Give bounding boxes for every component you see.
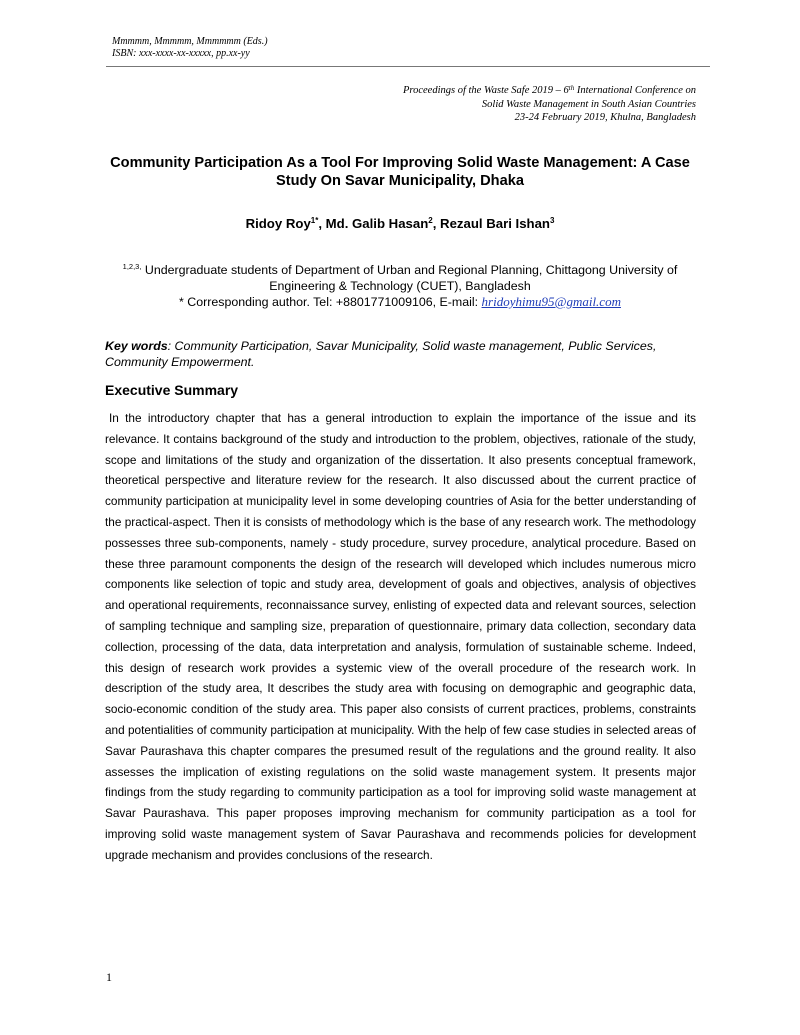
conference-ordinal: th — [568, 84, 575, 92]
affiliation-sup: 1,2,3, — [122, 262, 142, 271]
author-separator: , — [432, 216, 441, 231]
author-name: Ridoy Roy — [245, 216, 311, 231]
conference-line-2: Solid Waste Management in South Asian Countries — [481, 98, 696, 110]
author-sup: 1* — [310, 216, 319, 225]
keywords-label: Key words — [105, 339, 168, 353]
affiliation-text: Undergraduate students of Department of Urban and Regional Planning, Chittagong University of Engineering & Technology (CUET), Bangladesh — [141, 263, 678, 293]
author-name: Rezaul Bari Ishan — [440, 216, 550, 231]
author-sup: 3 — [549, 216, 555, 225]
isbn-line: ISBN: xxx-xxxx-xx-xxxxx, pp.xx-yy — [112, 48, 250, 59]
conference-info — [276, 84, 696, 125]
editors-line: Mmmmm, Mmmmm, Mmmmmm (Eds.) — [112, 36, 268, 47]
affiliation-block — [108, 262, 692, 310]
paper-title: Community Participation As a Tool For Improving Solid Waste Management: A Case Study On Savar Municipality, Dhaka — [110, 155, 690, 189]
keywords-text: : Community Participation, Savar Municipality, Solid waste management, Public Services, Community Empowerment. — [105, 339, 657, 369]
conference-line-3: 23-24 February 2019, Khulna, Bangladesh — [514, 112, 696, 123]
author-list — [100, 215, 700, 232]
affiliation — [108, 262, 692, 294]
conference-line-1-pre: Proceedings of the Waste Safe 2019 – 6 — [403, 85, 569, 96]
author-name: Md. Galib Hasan — [325, 216, 429, 231]
page-number: 1 — [106, 970, 112, 984]
corresponding-text: * Corresponding author. Tel: +8801771009106, E-mail: — [179, 295, 482, 309]
author-sup: 2 — [428, 216, 433, 225]
corresponding-author — [108, 294, 692, 310]
section-heading: Executive Summary — [105, 382, 239, 398]
keywords — [105, 339, 697, 370]
author-separator: , — [318, 216, 326, 231]
summary-paragraph: In the introductory chapter that has a general introduction to explain the importance of the issue and its relevance. It contains background of the study and introduction to the problem, objectives, rationale of the study, scope and limitations of the study and organization of the dissertation. It also presents conceptual framework, theoretical perspective and literature review for the research. It also discussed about the current practice of community participation at municipality level in some developing countries of Asia for the better understanding of the practical-aspect. Then it is consists of methodology which is the base of any research work. The methodology possesses three sub-components, namely - study procedure, survey procedure, analytical procedure. Based on these three paramount components the design of the research will developed which includes numerous micro components like selection of topic and study area, development of goals and objectives, analysis of objectives and operational requirements, reconnaissance survey, enlisting of expected data and relevant sources, selection of sampling technique and sampling size, preparation of questionnaire, primary data collection, secondary data collection, processing of the data, data interpretation and analysis, formulation of sustainable scheme. Indeed, this design of research work provides a systemic view of the overall procedure of the research work. In description of the study area, It describes the study area with focusing on demographic and geographic data, socio-economic condition of the study area. This paper also consists of current practices, problems, constraints and potentialities of community participation at municipality. With the help of few case studies in selected areas of Savar Paurashava this chapter compares the presumed result of the regulations and the ground reality. It also assesses the implication of existing regulations on the solid waste management system. It presents major findings from the study regarding to community participation as a tool for improving solid waste management at Savar Paurashava. This paper proposes improving mechanism for community participation as a tool for improving solid waste management system of Savar Paurashava and recommends policies for development upgrade mechanism and provides conclusions of the research. — [105, 411, 696, 862]
conference-line-1-post: International Conference on — [574, 85, 696, 96]
header-rule — [106, 66, 710, 67]
email-link[interactable]: hridoyhimu95@gmail.com — [481, 294, 621, 309]
conference-line-1 — [276, 84, 696, 98]
